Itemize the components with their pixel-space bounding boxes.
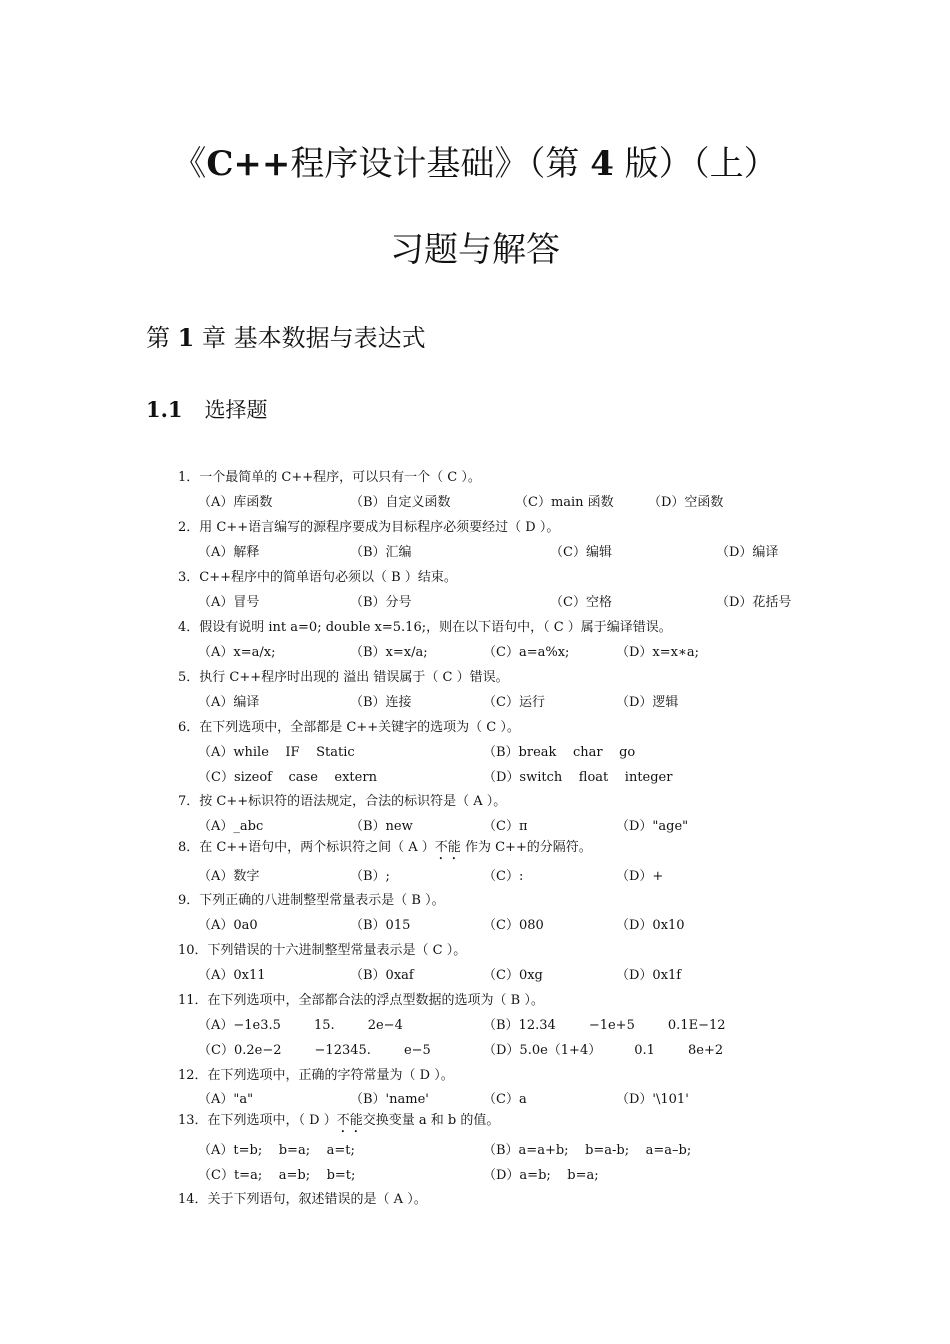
- option-c: （C）main 函数: [515, 495, 614, 510]
- option-b: （B）015: [350, 918, 411, 933]
- question-7: 7．按 C++标识符的语法规定，合法的标识符是（ A ）。: [178, 794, 507, 809]
- question-9: 9．下列正确的八进制整型常量表示是（ B ）。: [178, 893, 445, 908]
- option-d: （D）x=x∗a;: [616, 645, 699, 660]
- option-c: （C）:: [483, 869, 524, 884]
- option-c: （C）sizeof case extern: [198, 770, 377, 785]
- option-b: （B）自定义函数: [350, 495, 451, 510]
- chapter-heading: [146, 318, 426, 353]
- section-number: 1.1: [146, 397, 183, 422]
- option-b: （B）x=x/a;: [350, 645, 428, 660]
- option-a: （A）_abc: [198, 819, 264, 834]
- question-11: 11．在下列选项中，全部都合法的浮点型数据的选项为（ B ）。: [178, 993, 544, 1008]
- option-a: （A）t=b; b=a; a=t;: [198, 1143, 355, 1158]
- question-text: 13．在下列选项中，（ D ）: [178, 1113, 337, 1128]
- option-a: （A）while IF Static: [198, 745, 355, 760]
- option-c: （C）空格: [550, 595, 612, 610]
- option-a: （A）库函数: [198, 495, 273, 510]
- option-d: （D）空函数: [648, 495, 724, 510]
- question-10: 10．下列错误的十六进制整型常量表示是（ C ）。: [178, 943, 467, 958]
- option-d: （D）逻辑: [616, 695, 679, 710]
- option-c: （C）080: [483, 918, 544, 933]
- option-c: （C）0.2e−2 −12345. e−5: [198, 1043, 431, 1058]
- option-d: （D）5.0e（1+4） 0.1 8e+2: [483, 1043, 724, 1058]
- option-d: （D）花括号: [716, 595, 792, 610]
- option-a: （A）解释: [198, 545, 260, 560]
- option-a: （A）x=a/x;: [198, 645, 276, 660]
- option-c: （C）π: [483, 819, 528, 834]
- question-1: 1．一个最简单的 C++程序，可以只有一个（ C ）。: [178, 470, 481, 485]
- question-4: 4．假设有说明 int a=0; double x=5.16;，则在以下语句中，（ C ）属于编译错误。: [178, 620, 672, 635]
- chapter-title: 章 基本数据与表达式: [194, 324, 426, 352]
- option-a: （A）−1e3.5 15. 2e−4: [198, 1018, 403, 1033]
- option-a: （A）冒号: [198, 595, 260, 610]
- document-subtitle: 习题与解答: [390, 230, 560, 270]
- question-3: 3．C++程序中的简单语句必须以（ B ）结束。: [178, 570, 457, 585]
- option-d: （D）'\101': [616, 1092, 689, 1107]
- option-d: （D）0x1f: [616, 968, 682, 983]
- question-6: 6．在下列选项中，全部都是 C++关键字的选项为（ C ）。: [178, 720, 520, 735]
- question-13: [178, 1109, 499, 1136]
- option-c: （C）编辑: [550, 545, 612, 560]
- question-12: 12．在下列选项中，正确的字符常量为（ D ）。: [178, 1068, 454, 1083]
- option-b: （B）'name': [350, 1092, 429, 1107]
- option-c: （C）a: [483, 1092, 527, 1107]
- question-text: 交换变量 a 和 b 的值。: [362, 1113, 500, 1128]
- question-2: 2．用 C++语言编写的源程序要成为目标程序必须要经过（ D ）。: [178, 520, 560, 535]
- option-b: （B）分号: [350, 595, 412, 610]
- title-part: 程序设计基础》（第: [290, 144, 591, 184]
- option-a: （A）编译: [198, 695, 260, 710]
- option-b: （B）a=a+b; b=a-b; a=a–b;: [483, 1143, 692, 1158]
- option-b: （B）0xaf: [350, 968, 414, 983]
- chapter-number: 1: [177, 323, 195, 352]
- option-d: （D）a=b; b=a;: [483, 1168, 599, 1183]
- document-title: [0, 136, 950, 185]
- option-a: （A）数字: [198, 869, 260, 884]
- title-part: 《: [172, 144, 207, 184]
- question-8: [178, 836, 592, 863]
- option-d: （D）编译: [716, 545, 779, 560]
- option-a: （A）"a": [198, 1092, 254, 1107]
- title-part-bold: C++: [206, 144, 291, 184]
- question-text: 作为 C++的分隔符。: [460, 840, 592, 855]
- option-b: （B）12.34 −1e+5 0.1E−12: [483, 1018, 726, 1033]
- option-d: （D）+: [616, 869, 664, 884]
- title-part-bold: 4: [590, 144, 614, 184]
- option-b: （B）break char go: [483, 745, 636, 760]
- option-c: （C）运行: [483, 695, 545, 710]
- option-d: （D）switch float integer: [483, 770, 673, 785]
- section-title: 选择题: [204, 398, 268, 422]
- option-b: （B）连接: [350, 695, 412, 710]
- question-text: 8．在 C++语句中，两个标识符之间（ A ）: [178, 840, 435, 855]
- option-b: （B）汇编: [350, 545, 412, 560]
- question-14: 14．关于下列语句，叙述错误的是（ A ）。: [178, 1192, 427, 1207]
- option-b: （B）new: [350, 819, 413, 834]
- title-part: 版）（上）: [613, 144, 778, 184]
- section-heading: [146, 394, 268, 424]
- question-5: 5．执行 C++程序时出现的 溢出 错误属于（ C ）错误。: [178, 670, 509, 685]
- option-d: （D）0x10: [616, 918, 685, 933]
- option-c: （C）0xg: [483, 968, 543, 983]
- option-c: （C）t=a; a=b; b=t;: [198, 1168, 356, 1183]
- option-d: （D）"age": [616, 819, 689, 834]
- option-b: （B）;: [350, 869, 390, 884]
- chapter-prefix: 第: [146, 324, 178, 352]
- emphasis-text: 不能: [336, 1113, 363, 1128]
- option-c: （C）a=a%x;: [483, 645, 570, 660]
- option-a: （A）0x11: [198, 968, 266, 983]
- option-a: （A）0a0: [198, 918, 258, 933]
- emphasis-text: 不能: [434, 840, 461, 855]
